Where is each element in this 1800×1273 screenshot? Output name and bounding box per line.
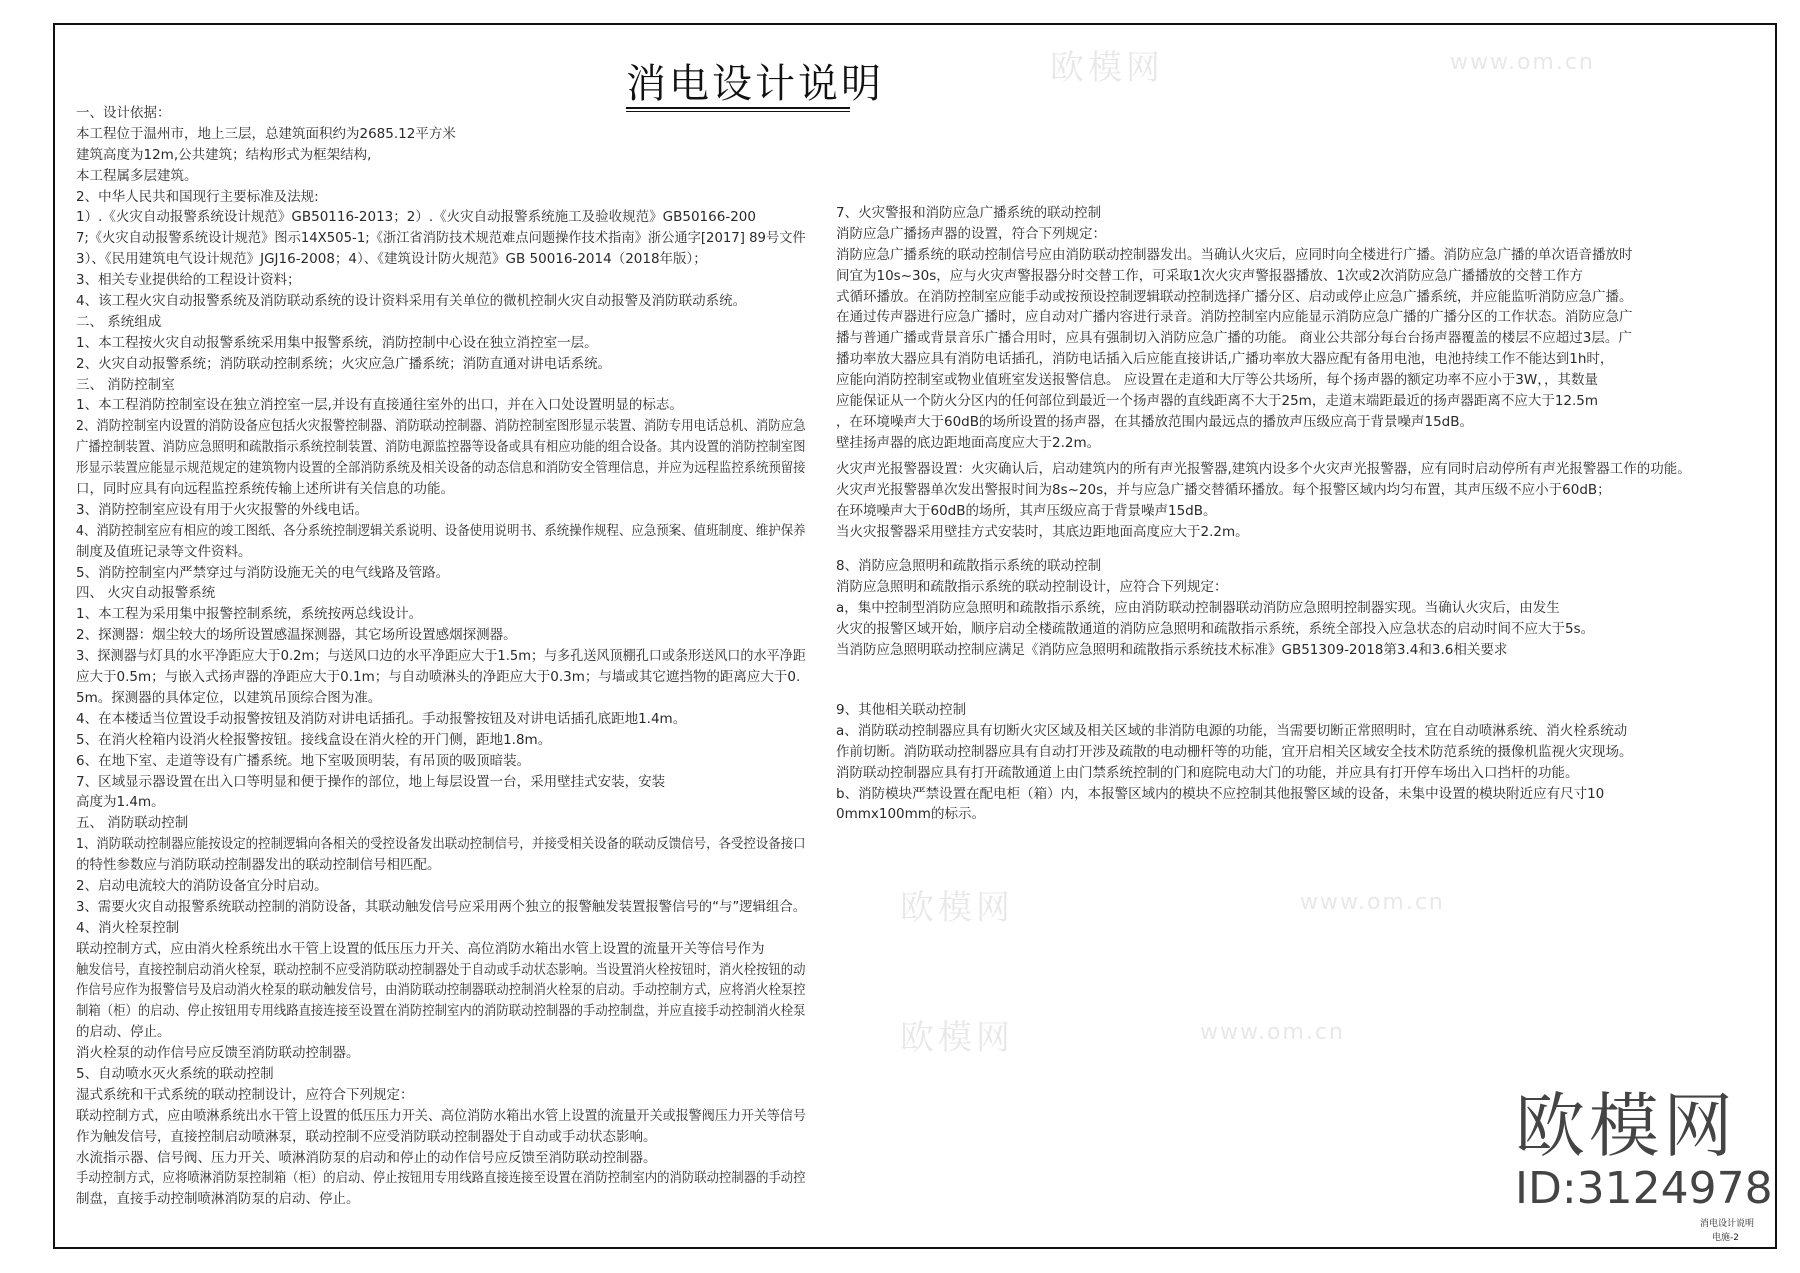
note-line: 消防联动控制器应具有打开疏散通道上由门禁系统控制的门和庭院电动大门的功能，并应具有打开停车场出入口挡杆的功能。 bbox=[836, 764, 1579, 781]
left-notes-column bbox=[76, 103, 873, 1210]
note-line: 消防应急广播系统的联动控制信号应由消防联动控制器发出。当确认火灾后，应同时向全楼进行广播。消防应急广播的单次语音播放时 bbox=[836, 246, 1633, 263]
note-line: 5、在消火栓箱内设消火栓报警按钮。接线盒设在消火栓的开门侧，距地1.8m。 bbox=[76, 731, 552, 748]
note-line: 6、在地下室、走道等设有广播系统。地下室吸顶明装，有吊顶的吸顶暗装。 bbox=[76, 752, 531, 769]
note-line: 一、设计依据： bbox=[76, 105, 171, 121]
note-section bbox=[836, 556, 1594, 660]
note-line: 制盘，直接手动控制喷淋消防泵的启动、停止。 bbox=[76, 1191, 360, 1208]
note-line: 火灾声光报警器设置：火灾确认后，启动建筑内的所有声光报警器,建筑内设多个火灾声光报警器，应有同时启动停所有声光报警器工作的功能。 bbox=[836, 461, 1691, 477]
watermark-brand-text: 欧模网 bbox=[1050, 48, 1164, 88]
note-line: 1）.《火灾自动报警系统设计规范》GB50116-2013；2）.《火灾自动报警系统施工及验收规范》GB50166-200 bbox=[76, 209, 756, 226]
note-line: 当消防应急照明联动控制应满足《消防应急照明和疏散指示系统技术标准》GB51309-2018第3.4和3.6相关要求 bbox=[836, 641, 1508, 658]
note-line: 本工程位于温州市，地上三层，总建筑面积约为2685.12平方米 bbox=[76, 125, 456, 142]
note-line: 2、探测器：烟尘较大的场所设置感温探测器，其它场所设置感烟探测器。 bbox=[76, 627, 517, 644]
note-line: 4、消火栓泵控制 bbox=[76, 919, 180, 936]
note-line: 0mmx100mm的标示。 bbox=[836, 806, 985, 823]
note-line: 播功率放大器应具有消防电话插孔，消防电话插入后应能直接讲话,广播功率放大器应配有备用电池，电池持续工作不能达到1h时， bbox=[836, 351, 1614, 368]
watermark-brand: 欧模网 bbox=[1515, 1085, 1737, 1167]
note-line: 当火灾报警器采用壁挂方式安装时，其底边距地面高度应大于2.2m。 bbox=[836, 523, 1249, 540]
drawing-name-label: 消电设计说明 bbox=[1700, 1219, 1755, 1229]
note-section bbox=[836, 700, 1633, 825]
watermark-brand-text: 欧模网 bbox=[900, 888, 1014, 928]
note-line: 1、本工程为采用集中报警控制系统，系统按两总线设计。 bbox=[76, 606, 423, 623]
watermark-url-text: www.om.cn bbox=[1300, 890, 1445, 915]
note-line: 形显示装置应能显示规范规定的建筑物内设置的全部消防系统及相关设备的动态信息和消防安全管理信息，并应为远程监控系统预留接 bbox=[76, 460, 806, 477]
watermark-url-text: www.om.cn bbox=[1200, 1020, 1345, 1045]
note-line: 联动控制方式，应由喷淋系统出水干管上设置的低压压力开关、高位消防水箱出水管上设置的流量开关或报警阀压力开关等信号 bbox=[76, 1107, 806, 1124]
note-line: 2、启动电流较大的消防设备宜分时启动。 bbox=[76, 877, 328, 894]
note-line: 的启动、停止。 bbox=[76, 1024, 171, 1041]
note-line: 3）、《民用建筑电气设计规范》JGJ16-2008；4）、《建筑设计防火规范》GB 50016-2014（2018年版）； bbox=[76, 251, 707, 268]
note-line: 5m。探测器的具体定位，以建筑吊顶综合图为准。 bbox=[76, 689, 382, 706]
note-line: a、消防联动控制器应具有切断火灾区域及相关区域的非消防电源的功能，当需要切断正常照明时，宜在自动喷淋系统、消火栓系统动 bbox=[836, 722, 1628, 739]
note-line: 8、消防应急照明和疏散指示系统的联动控制 bbox=[836, 558, 1102, 574]
note-line: 手动控制方式，应将喷淋消防泵控制箱（柜）的启动、停止按钮用专用线路直接连接至设置在消防控制室内的消防联动控制器的手动控 bbox=[76, 1170, 806, 1187]
note-line: 二、 系统组成 bbox=[76, 313, 162, 330]
note-line: 作前切断。消防联动控制器应具有自动打开涉及疏散的电动栅杆等的功能，宜开启相关区域安全技术防范系统的摄像机监视火灾现场。 bbox=[836, 743, 1633, 760]
note-line: 1、消防联动控制器应能按设定的控制逻辑向各相关的受控设备发出联动控制信号，并接受相关设备的联动反馈信号，各受控设备接口 bbox=[76, 836, 806, 853]
watermark-id: ID:3124978 bbox=[1515, 1163, 1773, 1214]
note-line: 4、该工程火灾自动报警系统及消防联动系统的设计资料采用有关单位的微机控制火灾自动报警及消防联动系统。 bbox=[76, 293, 747, 310]
note-line: 壁挂扬声器的底边距地面高度应大于2.2m。 bbox=[836, 434, 1101, 451]
note-line: 3、消防控制室应设有用于火灾报警的外线电话。 bbox=[76, 501, 369, 518]
note-line: 7、区域显示器设置在出入口等明显和便于操作的部位，地上每层设置一台，采用壁挂式安装，安装 bbox=[76, 773, 666, 790]
note-line: 2、火灾自动报警系统；消防联动控制系统；火灾应急广播系统；消防直通对讲电话系统。 bbox=[76, 355, 612, 372]
note-line: 湿式系统和干式系统的联动控制设计，应符合下列规定： bbox=[76, 1086, 414, 1103]
note-line: 作信号应作为报警信号及启动消火栓泵的联动触发信号，由消防联动控制器联动控制消火栓泵的启动。手动控制方式，应将消火栓泵控 bbox=[76, 982, 806, 999]
page-title: 消电设计说明 bbox=[626, 61, 884, 107]
note-line: 式循环播放。在消防控制室应能手动或按预设控制逻辑联动控制选择广播分区、启动或停止应急广播系统，并应能监听消防应急广播。 bbox=[836, 288, 1633, 305]
note-line: 4、消防控制室应有相应的竣工图纸、各分系统控制逻辑关系说明、设备使用说明书、系统操作规程、应急预案、值班制度、维护保养 bbox=[76, 522, 806, 539]
note-line: 3、需要火灾自动报警系统联动控制的消防设备，其联动触发信号应采用两个独立的报警触发装置报警信号的“与”逻辑组合。 bbox=[76, 898, 807, 915]
note-line: 触发信号，直接控制启动消火栓泵，联动控制不应受消防联动控制器处于自动或手动状态影响。当设置消火栓按钮时，消火栓按钮的动 bbox=[76, 961, 806, 978]
note-line: 7、火灾警报和消防应急广播系统的联动控制 bbox=[836, 205, 1102, 221]
note-line: b、消防模块严禁设置在配电柜（箱）内，本报警区域内的模块不应控制其他报警区域的设备，未集中设置的模块附近应有尺寸10 bbox=[836, 785, 1605, 802]
note-line: 4、在本楼适当位置设手动报警按钮及消防对讲电话插孔。手动报警按钮及对讲电话插孔底距地1.4m。 bbox=[76, 710, 687, 727]
note-line: ，在环境噪声大于60dB的场所设置的扬声器，在其播放范围内最远点的播放声压级应高于背景噪声15dB。 bbox=[836, 413, 1474, 430]
note-line: 火灾声光报警器单次发出警报时间为8s~20s，并与应急广播交替循环播放。每个报警区域内均匀布置，其声压级不应小于60dB； bbox=[836, 481, 1611, 498]
note-line: 四、 火灾自动报警系统 bbox=[76, 585, 216, 602]
watermark-url-text: www.om.cn bbox=[1450, 50, 1595, 75]
note-line: 建筑高度为12m,公共建筑；结构形式为框架结构, bbox=[76, 146, 372, 163]
note-line: 广播控制装置、消防应急照明和疏散指示系统控制装置、消防电源监控器等设备或具有相应功能的组合设备。其内设置的消防控制室图 bbox=[76, 439, 806, 456]
note-line: 3、相关专业提供给的工程设计资料； bbox=[76, 272, 301, 289]
note-line: 联动控制方式，应由消火栓系统出水干管上设置的低压压力开关、高位消防水箱出水管上设置的流量开关等信号作为 bbox=[76, 940, 765, 957]
note-line: 应大于0.5m；与嵌入式扬声器的净距应大于0.1m；与自动喷淋头的净距应大于0.3m；与墙或其它遮挡物的距离应大于0. bbox=[76, 669, 801, 686]
note-line: 消防应急广播扬声器的设置，符合下列规定： bbox=[836, 225, 1106, 242]
note-line: 应能向消防控制室或物业值班室发送报警信息。 应设置在走道和大厅等公共场所，每个扬声器的额定功率不应小于3W，，其数量 bbox=[836, 372, 1598, 389]
note-line: 1、本工程消防控制室设在独立消控室一层,并设有直接通往室外的出口，并在入口处设置明显的标志。 bbox=[76, 397, 683, 414]
note-line: 2、消防控制室内设置的消防设备应包括火灾报警控制器、消防联动控制器、消防控制室图形显示装置、消防专用电话总机、消防应急 bbox=[76, 418, 806, 435]
note-section bbox=[836, 203, 1633, 454]
note-line: 制度及值班记录等文件资料。 bbox=[76, 543, 252, 560]
note-line: a，集中控制型消防应急照明和疏散指示系统，应由消防联动控制器联动消防应急照明控制器实现。当确认火灾后，由发生 bbox=[836, 599, 1560, 616]
note-line: 应能保证从一个防火分区内的任何部位到最近一个扬声器的直线距离不大于25m，走道末端距最近的扬声器距离不应大于12.5m bbox=[836, 393, 1599, 410]
drawing-number-label: 电施-2 bbox=[1712, 1233, 1739, 1243]
note-line: 2、中华人民共和国现行主要标准及法规: bbox=[76, 188, 319, 205]
note-line: 消火栓泵的动作信号应反馈至消防联动控制器。 bbox=[76, 1045, 360, 1062]
note-line: 制箱（柜）的启动、停止按钮用专用线路直接连接至设置在消防控制室内的消防联动控制器的手动控制盘，并应直接手动控制消火栓泵 bbox=[76, 1003, 806, 1020]
note-line: 的特性参数应与消防联动控制器发出的联动控制信号相匹配。 bbox=[76, 857, 441, 874]
note-line: 三、 消防控制室 bbox=[76, 376, 175, 393]
note-line: 消防应急照明和疏散指示系统的联动控制设计，应符合下列规定： bbox=[836, 578, 1228, 595]
note-section bbox=[836, 459, 1691, 543]
note-line: 火灾的报警区域开始，顺序启动全楼疏散通道的消防应急照明和疏散指示系统，系统全部投入应急状态的启动时间不应大于5s。 bbox=[836, 620, 1595, 637]
note-line: 口，同时应具有向远程监控系统传输上述所讲有关信息的功能。 bbox=[76, 481, 454, 498]
note-line: 本工程属多层建筑。 bbox=[76, 167, 198, 184]
note-line: 作为触发信号，直接控制启动喷淋泵，联动控制不应受消防联动控制器处于自动或手动状态影响。 bbox=[76, 1128, 657, 1145]
note-line: 五、 消防联动控制 bbox=[76, 815, 189, 832]
note-line: 5、消防控制室内严禁穿过与消防设施无关的电气线路及管路。 bbox=[76, 564, 450, 581]
note-line: 间宜为10s~30s，应与火灾声警报器分时交替工作，可采取1次火灾声警报器播放、1次或2次消防应急广播播放的交替工作方 bbox=[836, 267, 1584, 284]
note-line: 5、自动喷水灭火系统的联动控制 bbox=[76, 1065, 274, 1082]
note-line: 在通过传声器进行应急广播时，应自动对广播内容进行录音。消防控制室内应能显示消防应急广播的广播分区的工作状态。消防应急广 bbox=[836, 309, 1633, 326]
note-line: 7;《火灾自动报警系统设计规范》图示14X505-1;《浙江省消防技术规范难点问题操作技术指南》浙公通字[2017] 89号文件 bbox=[76, 230, 806, 247]
note-line: 3、探测器与灯具的水平净距应大于0.2m；与送风口边的水平净距应大于1.5m；与多孔送风顶棚孔口或条形送风口的水平净距 bbox=[76, 648, 806, 665]
note-line: 高度为1.4m。 bbox=[76, 794, 165, 811]
watermark-brand-text: 欧模网 bbox=[900, 1018, 1014, 1058]
note-line: 水流指示器、信号阀、压力开关、喷淋消防泵的启动和停止的动作信号应反馈至消防联动控制器。 bbox=[76, 1149, 657, 1166]
note-line: 1、本工程按火灾自动报警系统采用集中报警系统，消防控制中心设在独立消控室一层。 bbox=[76, 334, 598, 351]
note-line: 在环境噪声大于60dB的场所，其声压级应高于背景噪声15dB。 bbox=[836, 502, 1217, 519]
note-line: 播与普通广播或背景音乐广播合用时，应具有强制切入消防应急广播的功能。 商业公共部分每台台扬声器覆盖的楼层不应超过3层。广 bbox=[836, 330, 1632, 347]
note-line: 9、其他相关联动控制 bbox=[836, 702, 967, 718]
watermark-logo bbox=[1515, 1085, 1773, 1214]
